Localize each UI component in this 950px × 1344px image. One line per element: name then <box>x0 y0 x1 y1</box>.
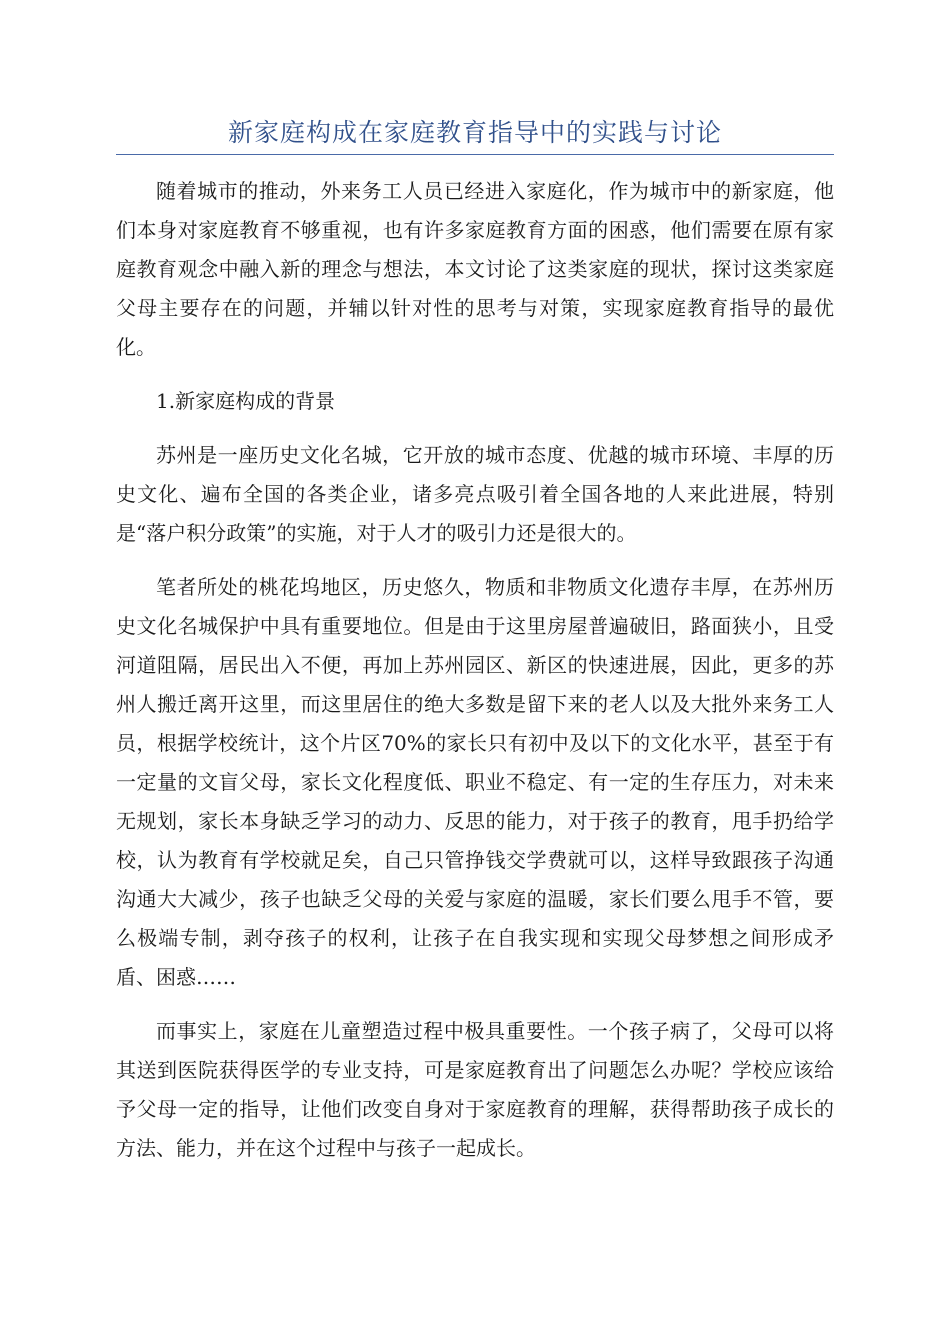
paragraph-taohuawu: 笔者所处的桃花坞地区，历史悠久，物质和非物质文化遗存丰厚，在苏州历史文化名城保护中具有重要地位。但是由于这里房屋普遍破旧，路面狭小，且受河道阻隔，居民出入不便，再加上苏州园区、新区的快速进展，因此，更多的苏州人搬迁离开这里，而这里居住的绝大多数是留下来的老人以及大批外来务工人员，根据学校统计，这个片区70%的家长只有初中及以下的文化水平，甚至于有一定量的文盲父母，家长文化程度低、职业不稳定、有一定的生存压力，对未来无规划，家长本身缺乏学习的动力、反思的能力，对于孩子的教育，甩手扔给学校，认为教育有学校就足矣，自己只管挣钱交学费就可以，这样导致跟孩子沟通沟通大大减少，孩子也缺乏父母的关爱与家庭的温暖，家长们要么甩手不管，要么极端专制，剥夺孩子的权利，让孩子在自我实现和实现父母梦想之间形成矛盾、困惑…… <box>116 575 834 989</box>
paragraph-intro: 随着城市的推动，外来务工人员已经进入家庭化，作为城市中的新家庭，他们本身对家庭教育不够重视，也有许多家庭教育方面的困惑，他们需要在原有家庭教育观念中融入新的理念与想法，本文讨论了这类家庭的现状，探讨这类家庭父母主要存在的问题，并辅以针对性的思考与对策，实现家庭教育指导的最优化。 <box>116 179 834 359</box>
document-title: 新家庭构成在家庭教育指导中的实践与讨论 <box>227 118 722 147</box>
document-body <box>116 172 834 1183</box>
paragraph-family-importance: 而事实上，家庭在儿童塑造过程中极具重要性。一个孩子病了，父母可以将其送到医院获得医学的专业支持，可是家庭教育出了问题怎么办呢？学校应该给予父母一定的指导，让他们改变自身对于家庭教育的理解，获得帮助孩子成长的方法、能力，并在这个过程中与孩子一起成长。 <box>116 1019 834 1160</box>
paragraph-suzhou: 苏州是一座历史文化名城，它开放的城市态度、优越的城市环境、丰厚的历史文化、遍布全国的各类企业，诸多亮点吸引着全国各地的人来此进展，特别是“落户积分政策”的实施，对于人才的吸引力还是很大的。 <box>116 443 834 545</box>
title-underline <box>116 154 834 155</box>
section-heading: 1.新家庭构成的背景 <box>156 389 336 413</box>
